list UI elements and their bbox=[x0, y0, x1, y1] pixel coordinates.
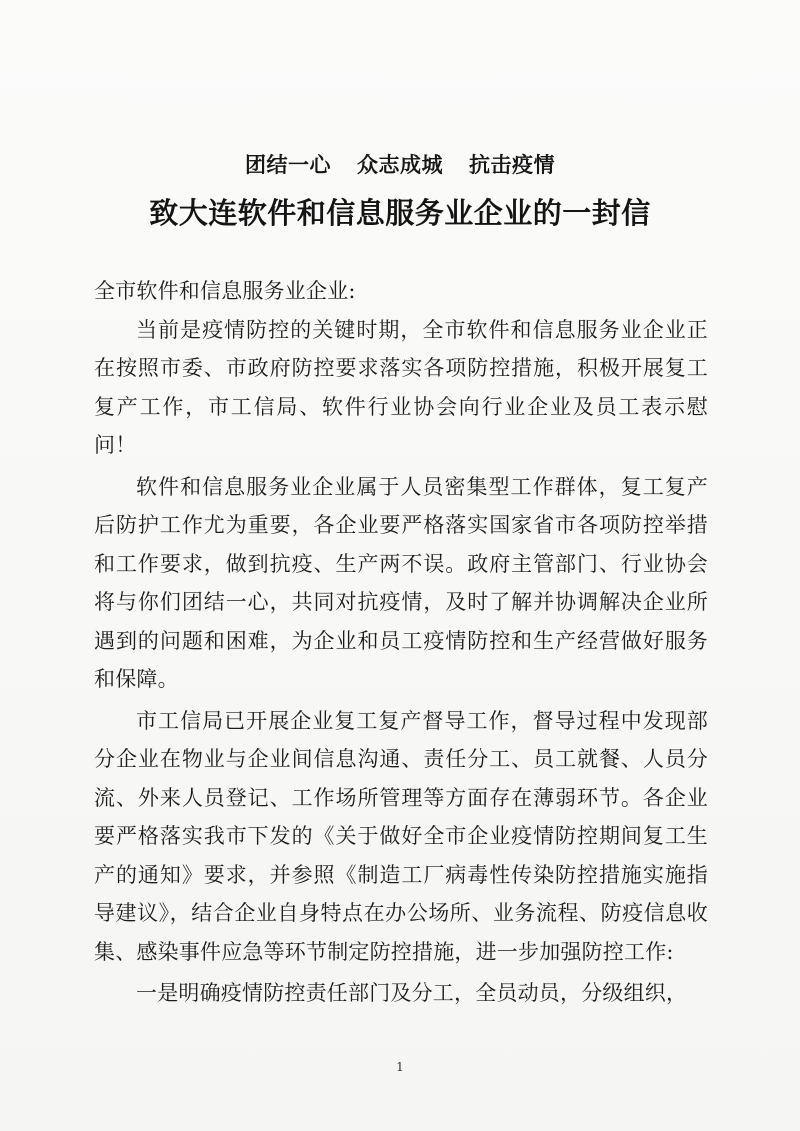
paragraph: 当前是疫情防控的关键时期，全市软件和信息服务业企业正在按照市委、市政府防控要求落实各项防控措施，积极开展复工复产工作，市工信局、软件行业协会向行业企业及员工表示慰问！ bbox=[94, 317, 708, 457]
subtitle-part: 抗击疫情 bbox=[469, 153, 555, 177]
subtitle-part: 团结一心 bbox=[245, 153, 331, 177]
document-subtitle bbox=[0, 151, 800, 179]
paragraph: 一是明确疫情防控责任部门及分工，全员动员，分级组织， bbox=[136, 981, 688, 1005]
paragraph: 软件和信息服务业企业属于人员密集型工作群体，复工复产后防护工作尤为重要，各企业要严格落实国家省市各项防控举措和工作要求，做到抗疫、生产两不误。政府主管部门、行业协会将与你们团结一心，共同对抗疫情，及时了解并协调解决企业所遇到的问题和困难，为企业和员工疫情防控和生产经营做好服务和保障。 bbox=[94, 474, 708, 691]
page-number: 1 bbox=[396, 1060, 404, 1074]
document-body bbox=[94, 272, 708, 1016]
subtitle-part: 众志成城 bbox=[357, 153, 443, 177]
salutation: 全市软件和信息服务业企业: bbox=[94, 279, 356, 303]
paragraph: 市工信局已开展企业复工复产督导工作，督导过程中发现部分企业在物业与企业间信息沟通、责任分工、员工就餐、人员分流、外来人员登记、工作场所管理等方面存在薄弱环节。各企业要严格落实我市下发的《关于做好全市企业疫情防控期间复工生产的通知》要求，并参照《制造工厂病毒性传染防控措施实施指导建议》，结合企业自身特点在办公场所、业务流程、防疫信息收集、感染事件应急等环节制定防控措施，进一步加强防控工作: bbox=[94, 708, 708, 964]
document-title: 致大连软件和信息服务业企业的一封信 bbox=[149, 196, 651, 230]
